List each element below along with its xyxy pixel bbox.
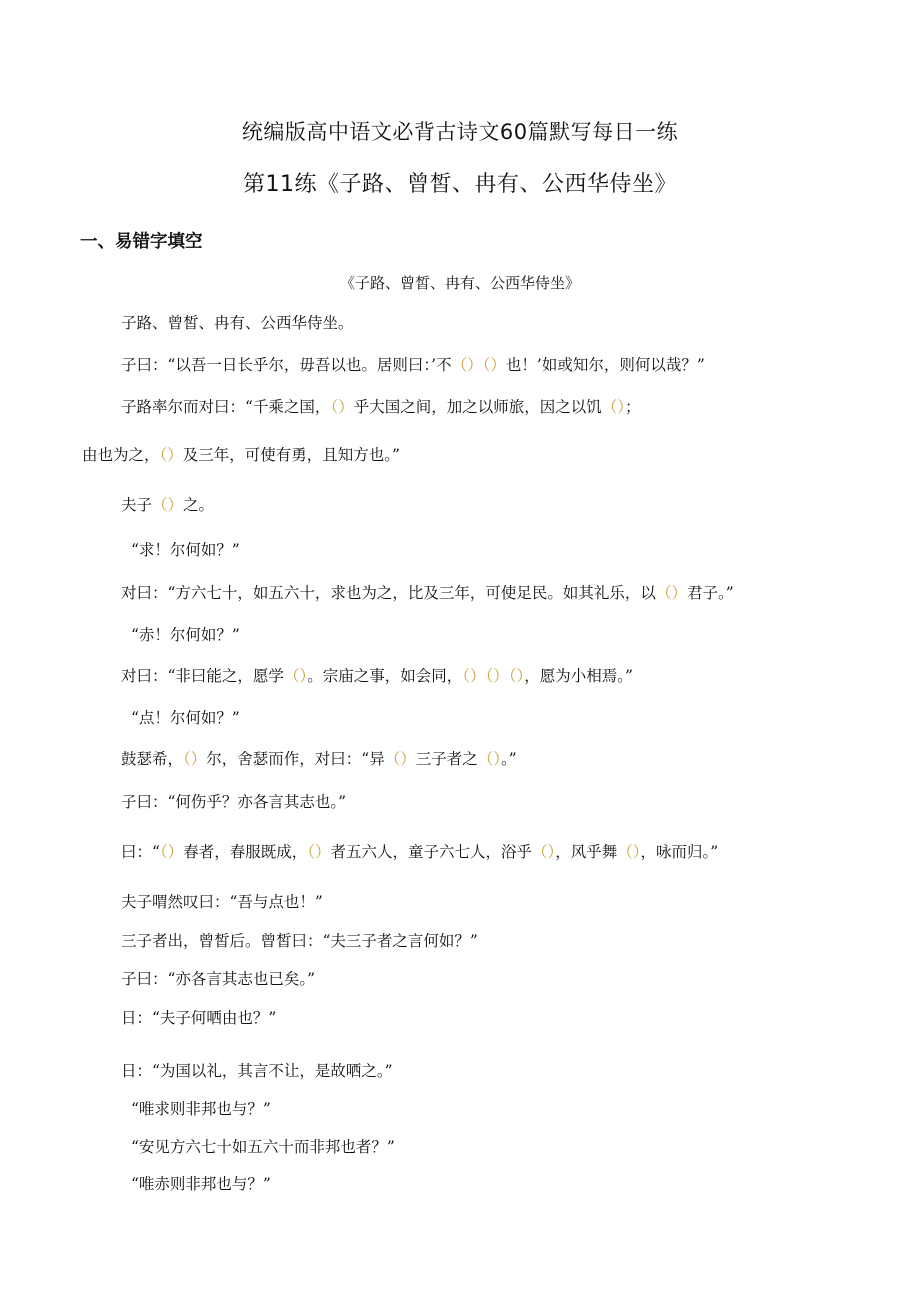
passage-line: “安见方六七十如五六十而非邦也者？” [131,1138,395,1156]
passage-line: 鼓瑟希，（）尔，舍瑟而作，对曰：“异（）三子者之（）。” [121,750,517,768]
passage-line: 子曰：“亦各言其志也已矣。” [121,970,316,988]
passage-line: 子曰：“以吾一日长乎尔，毋吾以也。居则曰：’不（）（）也！’如或知尔，则何以哉？” [121,356,705,374]
fill-blank[interactable]: （） [330,398,354,416]
passage-line: “点！尔何如？” [131,709,240,727]
passage-line: 曰：“（）春者，春服既成，（）者五六人，童子六七人，浴乎（），风乎舞（），咏而归。” [121,843,719,861]
section-heading: 一、易错字填空 [80,232,203,252]
passage-line: 子曰：“何伤乎？亦各言其志也。” [121,793,347,811]
fill-blank[interactable]: （） [482,356,506,374]
passage-line: “唯求则非邦也与？” [131,1100,271,1118]
fill-blank[interactable]: （） [462,667,486,685]
fill-blank[interactable]: （） [508,667,525,685]
passage-line: 日：“为国以礼，其言不让，是故哂之。” [121,1062,393,1080]
fill-blank[interactable]: （） [485,667,509,685]
fill-blank[interactable]: （） [183,750,207,768]
fill-blank[interactable]: （） [159,446,183,464]
passage-line: 三子者出，曾皙后。曾皙曰：“夫三子者之言何如？” [121,932,478,950]
passage-title: 《子路、曾皙、冉有、公西华侍坐》 [339,274,580,292]
passage-line: 夫子喟然叹曰：“吾与点也！” [121,893,323,911]
passage-line: 夫子（）之。 [121,496,215,514]
passage-line: 对曰：“非曰能之，愿学（）。宗庙之事，如会同，（）（）（），愿为小相焉。” [121,667,633,685]
fill-blank[interactable]: （） [655,584,687,602]
lesson-title: 第11练《子路、曾皙、冉有、公西华侍坐》 [243,172,677,197]
fill-blank[interactable]: （） [617,843,641,861]
fill-blank[interactable]: （） [451,356,483,374]
passage-line: 由也为之，（）及三年，可使有勇，且知方也。” [82,446,400,464]
passage-line: “赤！尔何如？” [131,626,240,644]
passage-line: 日：“夫子何哂由也？” [121,1009,277,1027]
fill-blank[interactable]: （） [477,750,502,768]
passage-line: 对曰：“方六七十，如五六十，求也为之，比及三年，可使足民。如其礼乐，以（）君子。” [121,584,734,602]
passage-line: “求！尔何如？” [131,541,240,559]
fill-blank[interactable]: （） [532,843,556,861]
fill-blank[interactable]: （） [159,843,184,861]
passage-line: “唯赤则非邦也与？” [131,1175,271,1193]
document-title: 统编版高中语文必背古诗文60篇默写每日一练 [241,120,679,144]
passage-line: 子路率尔而对曰：“千乘之国，（）乎大国之间，加之以师旅，因之以饥（）； [121,398,641,416]
fill-blank[interactable]: （） [152,496,184,514]
fill-blank[interactable]: （） [283,667,308,685]
passage-line: 子路、曾皙、冉有、公西华侍坐。 [121,314,354,332]
fill-blank[interactable]: （） [384,750,416,768]
fill-blank[interactable]: （） [307,843,331,861]
fill-blank[interactable]: （） [601,398,625,416]
